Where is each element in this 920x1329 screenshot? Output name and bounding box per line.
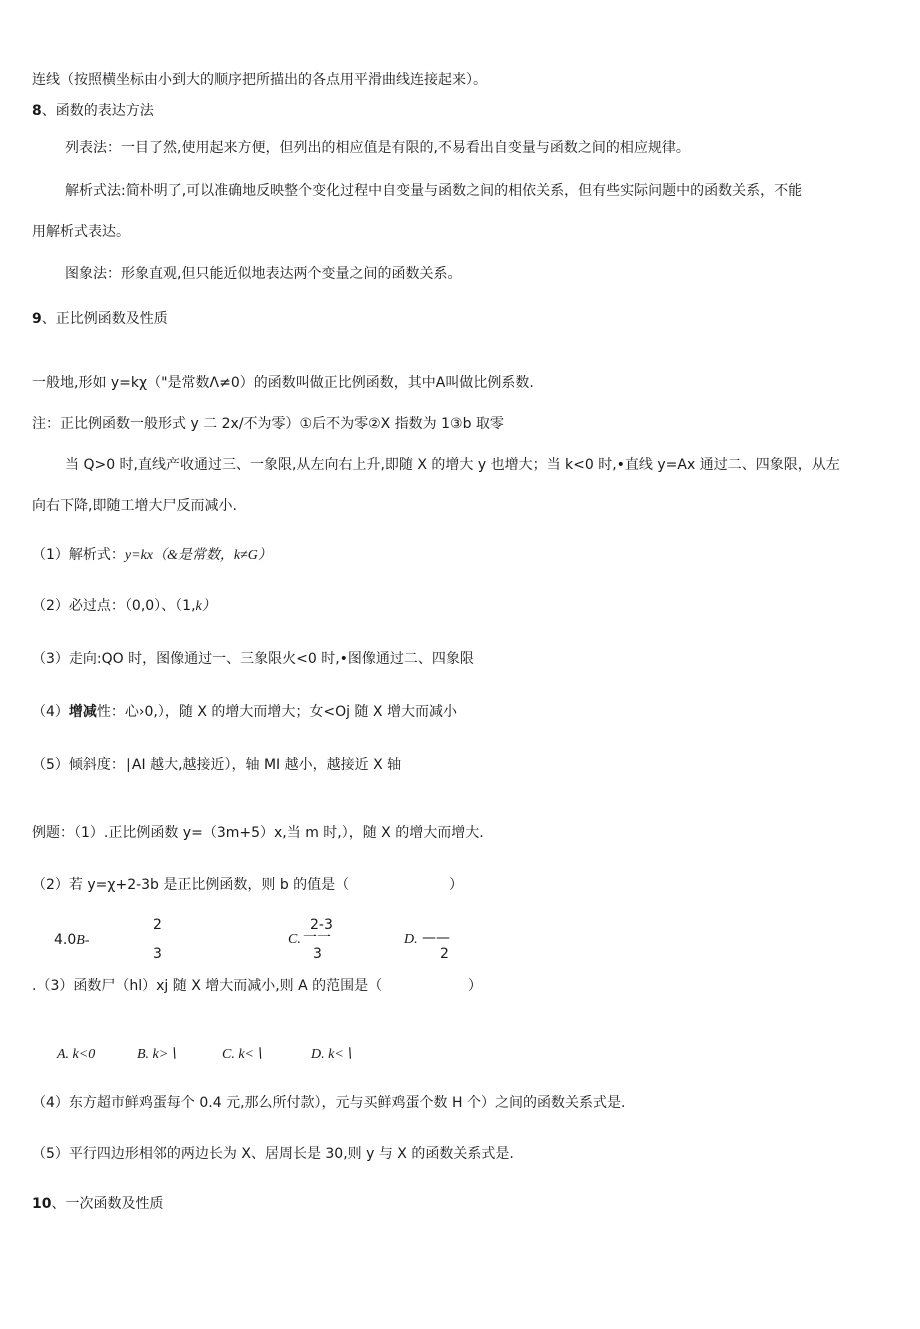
property-4 xyxy=(32,702,457,722)
example-3-close-paren: ） xyxy=(468,978,482,994)
formula: y=kx（&是常数，k≠G） xyxy=(124,548,272,563)
section-number: 8 xyxy=(32,103,42,119)
option-c-numerator: 2-3 xyxy=(310,917,333,933)
property-label: （1）解析式： xyxy=(32,547,125,563)
section-title: 、一次函数及性质 xyxy=(51,1196,164,1212)
example-2: （2）若 y=χ+2-3b 是正比例函数，则 b 的值是（ xyxy=(32,877,350,893)
property-text: 性：心›0,），随 X 的增大而增大；女<Oj 随 X 增大而减小 xyxy=(96,704,457,720)
properties-continuation: 向右下降,即随工增大尸反而减小. xyxy=(32,498,237,514)
option-b-numerator: 2 xyxy=(153,917,162,933)
section-title: 、函数的表达方法 xyxy=(41,103,154,119)
example-4: （4）东方超市鲜鸡蛋每个 0.4 元,那么所付款），元与买鲜鸡蛋个数 H 个）之间的函数关系式是. xyxy=(32,1095,626,1111)
choice-b: B. k>∖ xyxy=(137,1047,178,1062)
example-5: （5）平行四边形相邻的两边长为 X、居周长是 30,则 y 与 X 的函数关系式是. xyxy=(32,1146,514,1162)
option-d-letter: D. xyxy=(404,932,418,947)
choice-a: A. k<0 xyxy=(57,1047,96,1062)
option-letter: B- xyxy=(76,933,90,948)
option-c-denominator: 3 xyxy=(313,946,322,962)
option-c-dash: 一一 xyxy=(303,930,331,946)
section-8-heading xyxy=(32,101,154,121)
list-method-paragraph: 列表法：一目了然,使用起来方便，但列出的相应值是有限的,不易看出自变量与函数之间的相应规律。 xyxy=(65,140,690,156)
properties-paragraph: 当 Q>0 时,直线产收通过三、一象限,从左向右上升,即随 X 的增大 y 也增大；当 k<0 时,•直线 y=Ax 通过二、四象限，从左 xyxy=(65,457,840,473)
option-d-dash: —— xyxy=(422,930,450,946)
section-title: 、正比例函数及性质 xyxy=(41,311,168,327)
section-9-heading xyxy=(32,309,168,329)
example-1: 例题：（1）.正比例函数 y=（3m+5）x,当 m 时,），随 X 的增大而增大. xyxy=(32,825,484,841)
graph-method-paragraph: 图象法：形象直观,但只能近似地表达两个变量之间的函数关系。 xyxy=(65,266,462,282)
choice-c: C. k<∖ xyxy=(222,1047,263,1062)
formula: k） xyxy=(195,599,216,614)
option-b-denominator: 3 xyxy=(153,946,162,962)
property-1 xyxy=(32,545,272,566)
analytic-method-continuation: 用解析式表达。 xyxy=(32,224,130,240)
choice-d: D. k<∖ xyxy=(311,1047,353,1062)
section-number: 10 xyxy=(32,1196,52,1212)
property-label: （2）必过点：（0,0）、（1, xyxy=(32,598,196,614)
option-a xyxy=(54,930,89,951)
intro-line: 连线（按照横坐标由小到大的顺序把所描出的各点用平滑曲线连接起来）。 xyxy=(32,72,487,88)
section-number: 9 xyxy=(32,311,42,327)
example-2-close-paren: ） xyxy=(449,877,463,893)
property-3: （3）走向:QO 时，图像通过一、三象限火<0 时,•图像通过二、四象限 xyxy=(32,651,474,667)
option-value: 4.0 xyxy=(54,932,77,948)
option-d-denominator: 2 xyxy=(440,946,449,962)
option-c-letter: C. xyxy=(288,932,301,947)
note-line: 注：正比例函数一般形式 y 二 2x/不为零）①后不为零②X 指数为 1③b 取零 xyxy=(32,416,504,432)
proportional-definition: 一般地,形如 y=kχ（"是常数Λ≠0）的函数叫做正比例函数，其中A叫做比例系数. xyxy=(32,375,534,391)
property-5: （5）倾斜度：∣AI 越大,越接近），轴 MI 越小，越接近 X 轴 xyxy=(32,757,402,773)
property-label: （4） xyxy=(32,704,69,720)
bold-term: 增减 xyxy=(68,704,97,720)
example-3: .（3）函数尸（hl）xj 随 X 增大而减小,则 A 的范围是（ xyxy=(32,978,383,994)
property-2 xyxy=(32,596,216,617)
section-10-heading xyxy=(32,1194,163,1214)
analytic-method-paragraph: 解析式法:简朴明了,可以准确地反映整个变化过程中自变量与函数之间的相依关系，但有些实际问题中的函数关系，不能 xyxy=(65,183,803,199)
